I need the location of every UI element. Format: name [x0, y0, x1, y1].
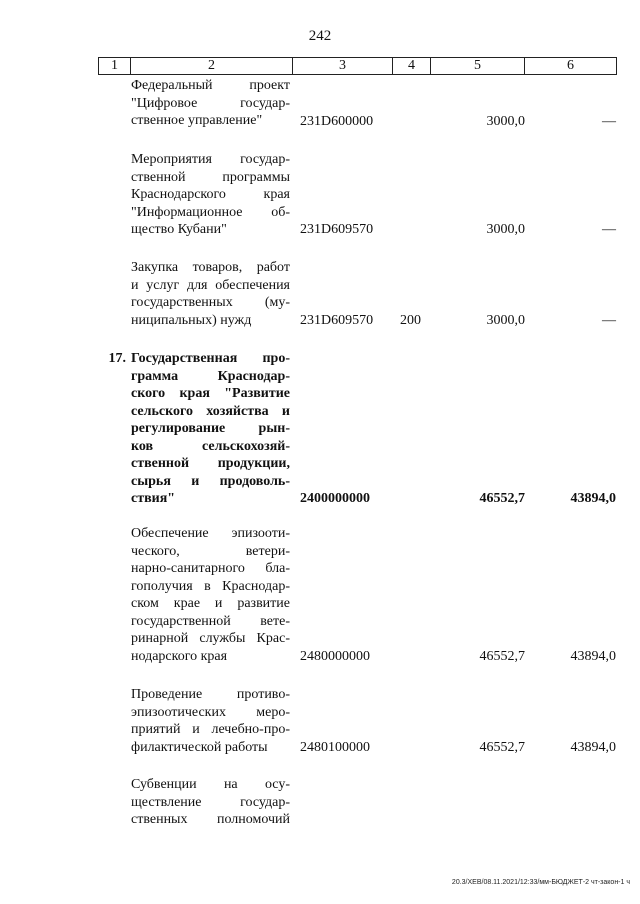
page-number: 242: [308, 28, 332, 44]
row-name-line: государственных (му-: [131, 295, 290, 310]
row-code: 231D609570: [300, 313, 374, 328]
row-name-line: ском крае и развитие: [131, 596, 290, 611]
row-col6: —: [602, 222, 616, 237]
row-col6: 43894,0: [570, 491, 616, 506]
row-code: 2480100000: [300, 740, 370, 755]
row-name-line: нодарского края: [131, 648, 228, 664]
row-name: [131, 151, 290, 239]
row-name-line: ниципальных) нужд: [131, 312, 252, 328]
row-expense-type: 200: [400, 313, 421, 328]
header-col-3: 3: [293, 58, 393, 75]
row-name-line: Субвенции на осу-: [131, 777, 290, 792]
column-header-row: [98, 57, 617, 75]
row-name: [131, 259, 290, 329]
row-name-line: грамма Краснодар-: [131, 368, 290, 384]
row-name: [131, 525, 290, 665]
header-col-5: 5: [431, 58, 525, 75]
header-col-6: 6: [525, 58, 617, 75]
row-name-line: ского края "Развитие: [131, 386, 290, 401]
row-name-line: сельского хозяйства и: [131, 403, 290, 419]
row-code: 231D600000: [300, 114, 374, 129]
row-col6: —: [602, 114, 616, 129]
row-name-line: филактической работы: [131, 739, 268, 755]
row-name-line: и услуг для обеспечения: [131, 277, 290, 293]
row-col5: 3000,0: [486, 114, 525, 129]
row-name-line: эпизоотических меро-: [131, 704, 290, 720]
row-name-line: ществление государ-: [131, 794, 290, 810]
header-col-1: 1: [99, 58, 131, 75]
row-name-line: "Цифровое государ-: [131, 95, 290, 111]
row-name-line: Федеральный проект: [131, 78, 290, 93]
row-name: [131, 350, 290, 508]
row-name-line: ственное управление": [131, 113, 263, 128]
row-name-line: щество Кубани": [131, 222, 227, 237]
row-code: 2480000000: [300, 649, 370, 664]
footer-stamp: 20.3/ХЕВ/08.11.2021/12:33/мм-БЮДЖЕТ-2 чт-закон-1 ч: [451, 879, 630, 886]
row-name-line: ческого, ветери-: [131, 543, 290, 559]
row-name-line: ков сельскохозяй-: [131, 438, 290, 454]
row-name: [131, 686, 290, 756]
row-name-line: гополучия в Краснодар-: [131, 578, 290, 594]
row-name-line: Государственная про-: [131, 351, 290, 366]
row-name: [131, 77, 290, 130]
row-name-line: регулирование рын-: [131, 421, 290, 436]
row-name-line: ственной продукции,: [131, 456, 290, 471]
row-name-line: Краснодарского края: [131, 187, 290, 202]
row-name: [131, 776, 290, 829]
row-col5: 3000,0: [486, 313, 525, 328]
row-name-line: приятий и лечебно-про-: [131, 722, 290, 737]
row-name-line: "Информационное об-: [131, 204, 290, 220]
row-name-line: ственных полномочий: [131, 812, 290, 827]
header-col-2: 2: [131, 58, 293, 75]
row-name-line: Мероприятия государ-: [131, 152, 290, 167]
row-name-line: Проведение противо-: [131, 687, 290, 702]
row-name-line: нарно-санитарного бла-: [131, 561, 290, 576]
row-col6: 43894,0: [570, 649, 616, 664]
row-number: 17.: [108, 351, 126, 366]
row-name-line: ственной программы: [131, 169, 290, 185]
row-name-line: Обеспечение эпизооти-: [131, 526, 290, 541]
row-name-line: государственной вете-: [131, 613, 290, 629]
header-col-4: 4: [393, 58, 431, 75]
row-col5: 46552,7: [479, 649, 525, 664]
row-col6: 43894,0: [570, 740, 616, 755]
row-col5: 46552,7: [479, 740, 525, 755]
row-name-line: Закупка товаров, работ: [131, 260, 290, 275]
row-col6: —: [602, 313, 616, 328]
row-code: 231D609570: [300, 222, 374, 237]
row-name-line: ствия": [131, 491, 176, 506]
row-name-line: сырья и продоволь-: [131, 473, 290, 489]
row-code: 2400000000: [300, 491, 370, 506]
row-name-line: ринарной службы Крас-: [131, 631, 290, 646]
row-col5: 3000,0: [486, 222, 525, 237]
row-col5: 46552,7: [479, 491, 525, 506]
